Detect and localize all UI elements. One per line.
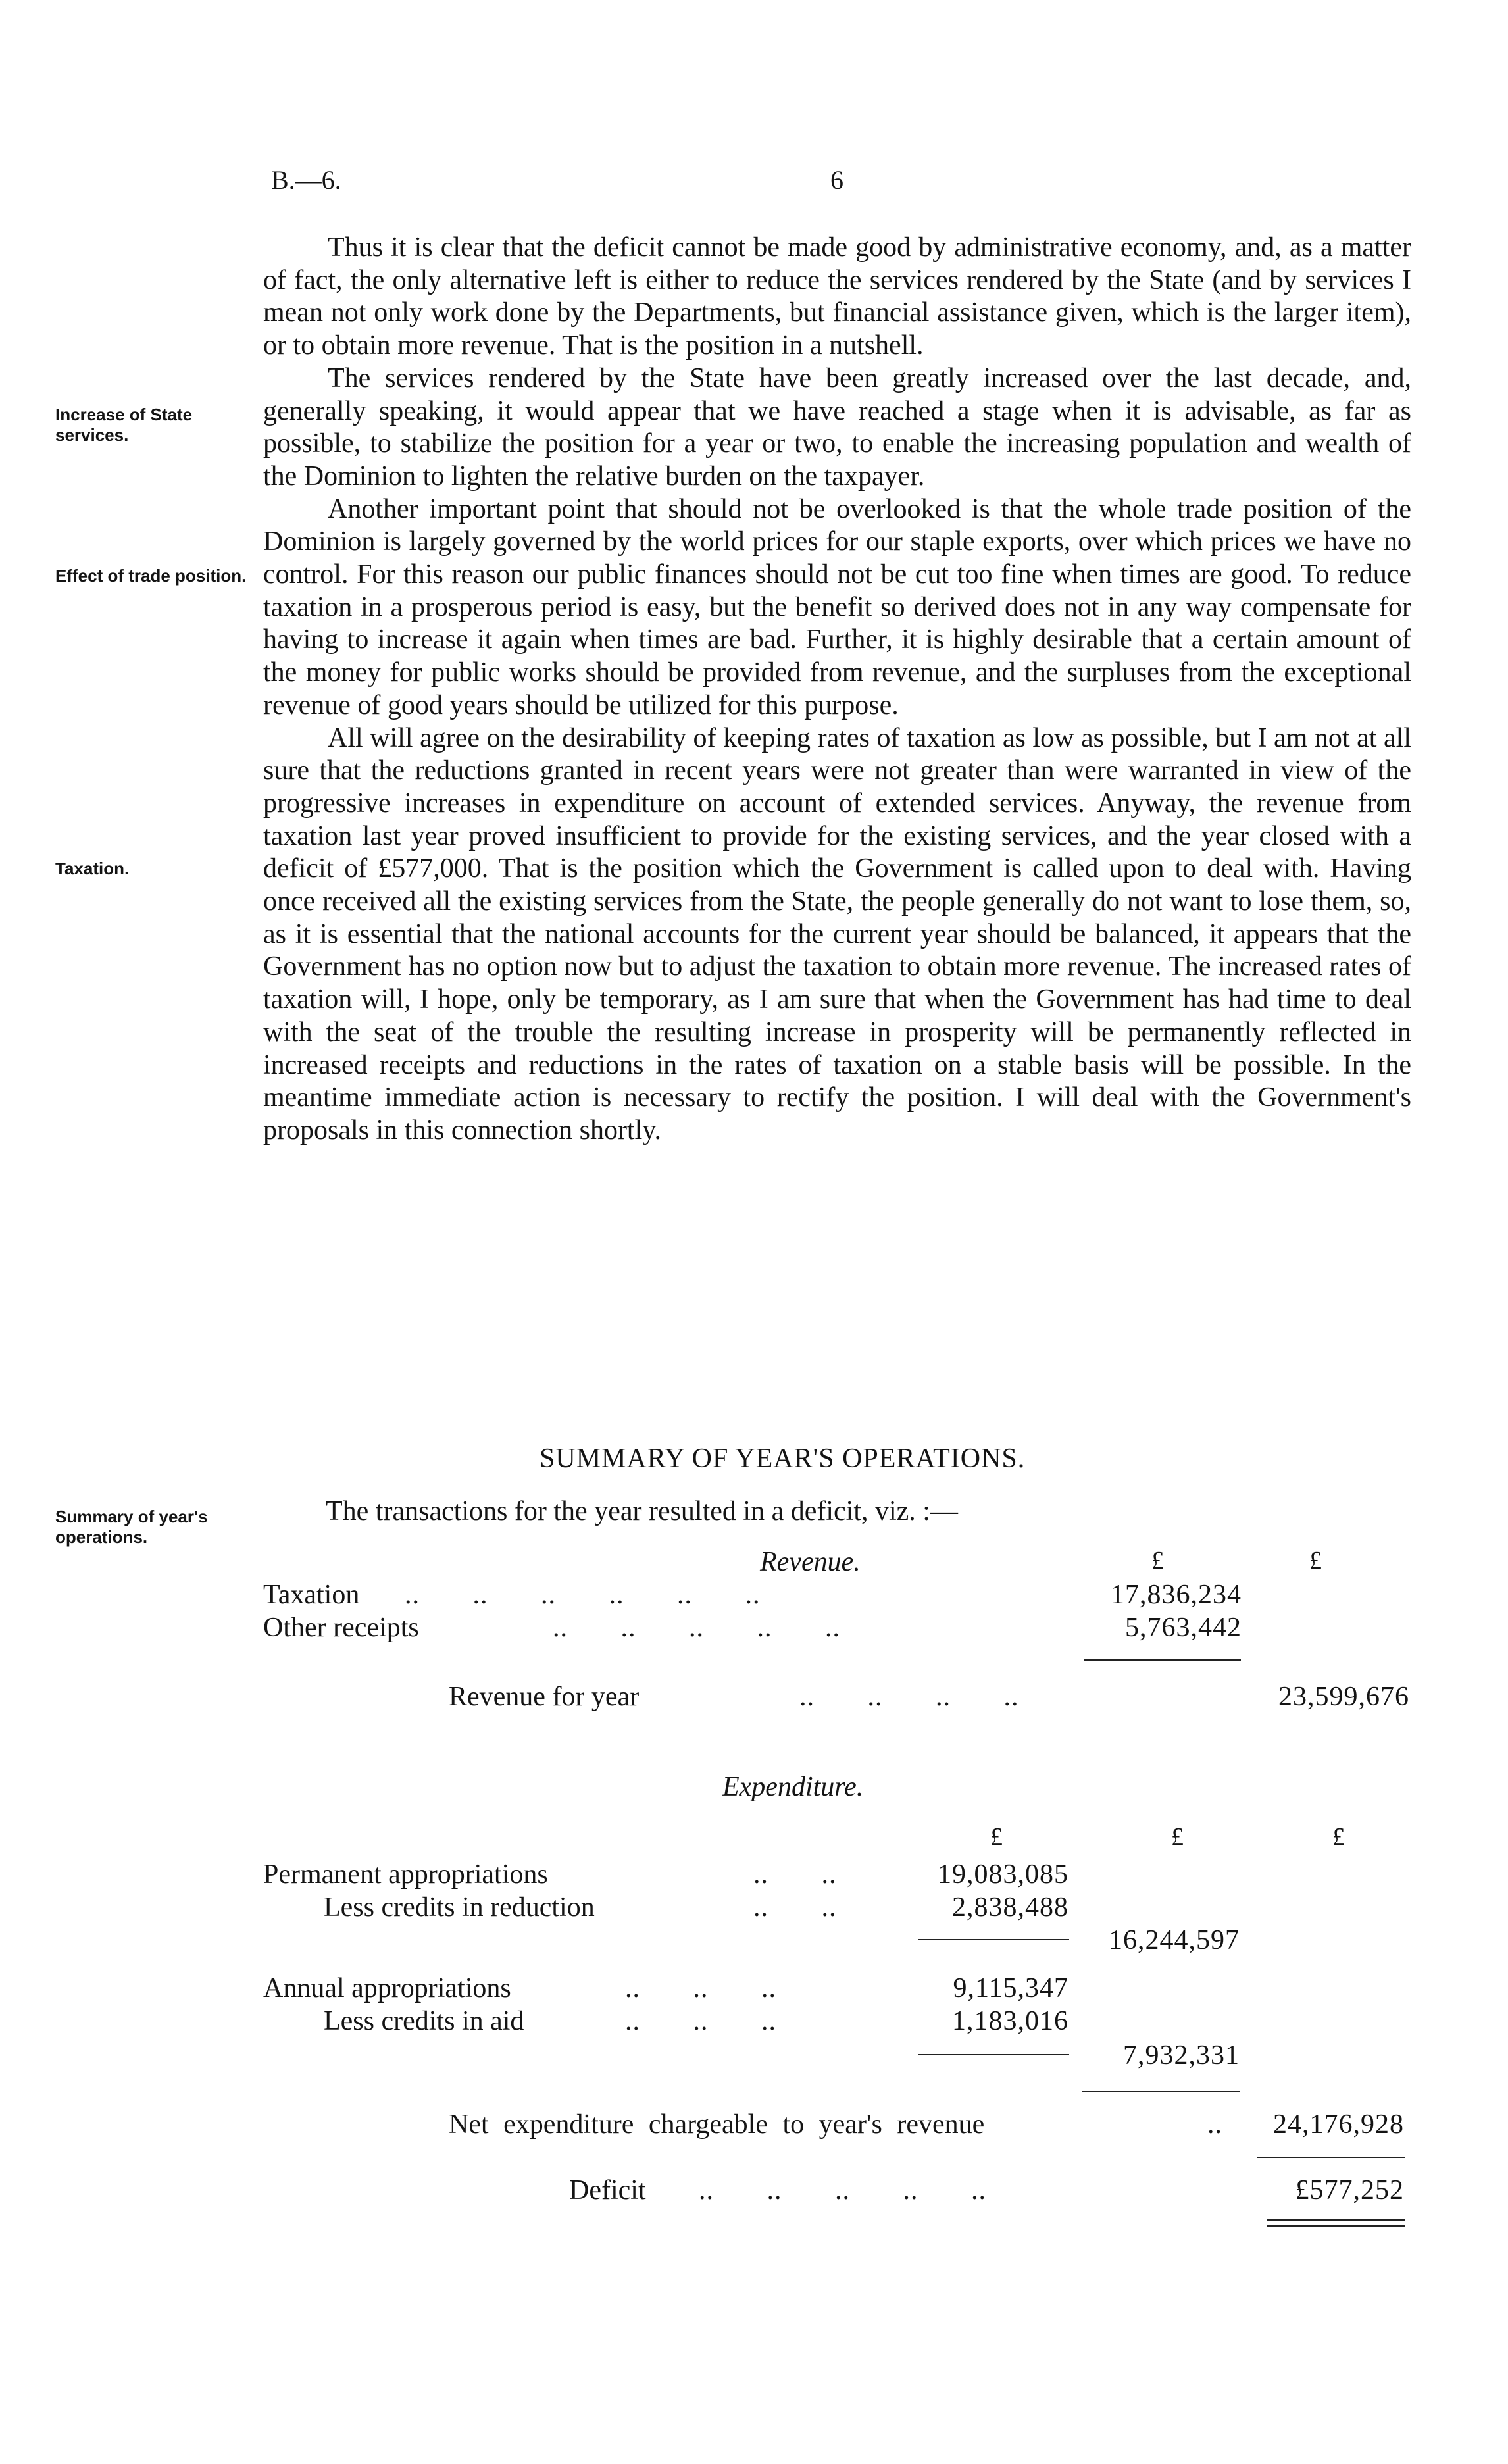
net-expenditure-label: Net expenditure chargeable to year's revenue [449, 2109, 985, 2140]
revenue-total-value: 23,599,676 [1278, 1682, 1409, 1712]
permanent-less-value: 2,838,488 [952, 1892, 1068, 1923]
body-text [263, 232, 1411, 1147]
annual-less-value: 1,183,016 [952, 2006, 1068, 2036]
paragraph: Another important point that should not be overlooked is that the whole trade position of the Dominion is largely governed by the world prices for our staple exports, over which prices we have no control. For this reason our public finances should not be cut too fine when times are good. To reduce taxation in a prosperous period is easy, but the benefit so derived does not in any way compensate for having to increase it again when times are bad. Further, it is highly desirable that a certain amount of the money for public works should be provided from revenue, and the surpluses from the exceptional revenue of good years should be utilized for this purpose. [263, 493, 1411, 720]
document-code: B.—6. [271, 165, 341, 195]
margin-note-taxation: Taxation. [55, 859, 130, 878]
summary-title: SUMMARY OF YEAR'S OPERATIONS. [540, 1444, 1026, 1474]
expenditure-heading: Expenditure. [722, 1772, 864, 1802]
annual-appropriations-label: Annual appropriations [263, 1973, 511, 2003]
currency-symbol: £ [1332, 1823, 1345, 1851]
leader-dots: .. [1207, 2109, 1222, 2140]
permanent-less-label: Less credits in reduction [324, 1892, 595, 1923]
taxation-value: 17,836,234 [1111, 1580, 1242, 1610]
other-receipts-value: 5,763,442 [1125, 1613, 1242, 1643]
permanent-appropriations-value: 19,083,085 [938, 1859, 1068, 1890]
currency-symbol: £ [1171, 1823, 1184, 1851]
net-expenditure-value: 24,176,928 [1273, 2109, 1404, 2140]
leader-dots: .. .. .. [625, 2006, 776, 2036]
paragraph: All will agree on the desirability of keeping rates of taxation as low as possible, but I am not at all sure that the reductions granted in recent years were not greater than were warranted in view of the progressive increases in expenditure on account of extended services. Anyway, the revenue from taxation last year proved insufficient to provide for the existing services, and the year closed with a deficit of £577,000. That is the position which the Government is called upon to deal with. Having once received all the existing services from the State, the people generally do not want to lose them, so, as it is essential that the national accounts for the current year should be balanced, it appears that the Government has no option now but to adjust the taxation to obtain more revenue. The increased rates of taxation will, I hope, only be temporary, as I am sure that when the Government has had time to deal with the seat of the trouble the resulting increase in prosperity will be permanently reflected in increased receipts and reductions in the rates of taxation on a stable basis will be possible. In the meantime immediate action is necessary to rectify the position. I will deal with the Government's proposals in this connection shortly. [263, 722, 1411, 1145]
leader-dots: .. .. [753, 1859, 837, 1890]
leader-dots: .. .. .. .. .. .. [405, 1580, 761, 1610]
currency-symbol: £ [1151, 1547, 1164, 1574]
subtotal-rule [918, 2054, 1069, 2055]
leader-dots: .. .. .. [625, 1973, 776, 2003]
total-double-rule [1267, 2225, 1405, 2227]
page-number: 6 [830, 165, 843, 195]
revenue-total-label: Revenue for year [449, 1682, 640, 1712]
margin-note-summary: Summary of year's operations. [55, 1507, 208, 1547]
subtotal-rule [1257, 2157, 1405, 2158]
total-double-rule [1267, 2219, 1405, 2221]
margin-note-trade-position: Effect of trade position. [55, 566, 247, 586]
leader-dots: .. .. .. .. [799, 1682, 1019, 1712]
margin-note-state-services: Increase of State services. [55, 405, 193, 445]
revenue-heading: Revenue. [760, 1547, 861, 1577]
paragraph: Thus it is clear that the deficit cannot be made good by administrative economy, and, as a matter of fact, the only alternative left is either to reduce the services rendered by the State (and by services I mean not only work done by the Departments, but financial assistance given, which is the larger item), or to obtain more revenue. That is the position in a nutshell. [263, 232, 1411, 361]
subtotal-rule [918, 1939, 1069, 1940]
currency-symbol: £ [990, 1823, 1003, 1851]
deficit-label: Deficit [569, 2175, 646, 2205]
annual-less-label: Less credits in aid [324, 2006, 524, 2036]
taxation-label: Taxation [263, 1580, 360, 1610]
summary-intro: The transactions for the year resulted in a deficit, viz. :— [326, 1496, 958, 1526]
leader-dots: .. .. [753, 1892, 837, 1923]
annual-net-value: 7,932,331 [1123, 2040, 1240, 2071]
paragraph: The services rendered by the State have been greatly increased over the last decade, and, generally speaking, it would appear that we have reached a stage when it is advisable, as far as possible, to stabilize the position for a year or two, to enable the increasing population and wealth of the Dominion to lighten the relative burden on the taxpayer. [263, 363, 1411, 491]
annual-appropriations-value: 9,115,347 [953, 1973, 1068, 2003]
subtotal-rule [1084, 1659, 1241, 1661]
deficit-value: £577,252 [1295, 2175, 1404, 2205]
other-receipts-label: Other receipts [263, 1613, 419, 1643]
leader-dots: .. .. .. .. .. [553, 1613, 840, 1643]
permanent-net-value: 16,244,597 [1109, 1925, 1240, 1955]
leader-dots: .. .. .. .. .. [699, 2175, 986, 2205]
permanent-appropriations-label: Permanent appropriations [263, 1859, 548, 1890]
currency-symbol: £ [1309, 1547, 1322, 1574]
subtotal-rule [1082, 2091, 1240, 2092]
